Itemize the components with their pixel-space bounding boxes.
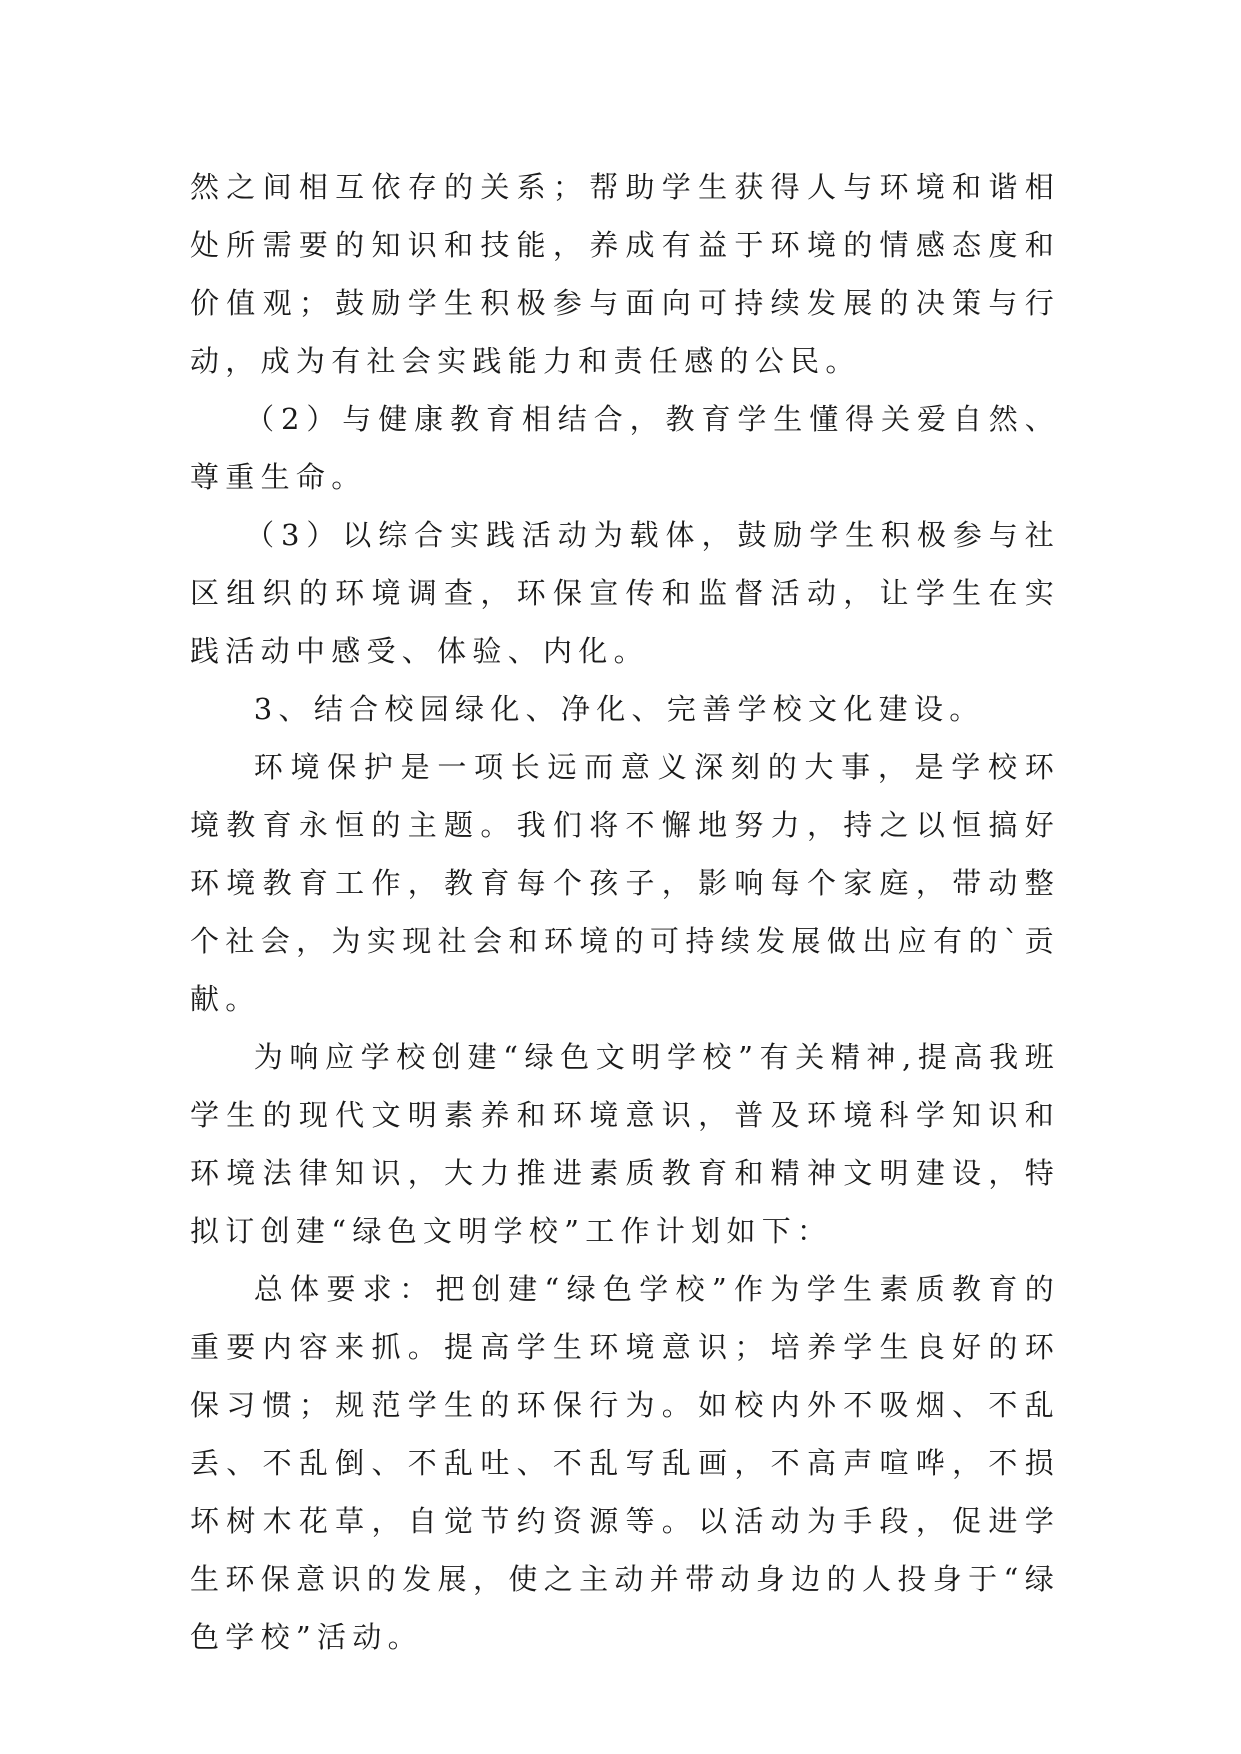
paragraph-continuation: 然之间相互依存的关系；帮助学生获得人与环境和谐相处所需要的知识和技能，养成有益于环境的情感态度和价值观；鼓励学生积极参与面向可持续发展的决策与行动，成为有社会实践能力和责任感的公民。 [190, 170, 1060, 378]
paragraph-requirements: 总体要求：把创建“绿色学校”作为学生素质教育的重要内容来抓。提高学生环境意识；培养学生良好的环保习惯；规范学生的环保行为。如校内外不吸烟、不乱丢、不乱倒、不乱吐、不乱写乱画，不高声喧哗，不损坏树木花草，自觉节约资源等。以活动为手段，促进学生环保意识的发展，使之主动并带动身边的人投身于“绿色学校”活动。 [190, 1272, 1060, 1654]
paragraph-plan-intro: 为响应学校创建“绿色文明学校”有关精神,提高我班学生的现代文明素养和环境意识，普及环境科学知识和环境法律知识，大力推进素质教育和精神文明建设，特拟订创建“绿色文明学校”工作计划如下： [190, 1040, 1060, 1248]
paragraph-item-2: （2）与健康教育相结合，教育学生懂得关爱自然、尊重生命。 [190, 402, 1060, 494]
section-heading-3: 3、结合校园绿化、净化、完善学校文化建设。 [253, 692, 985, 726]
paragraph-environment: 环境保护是一项长远而意义深刻的大事，是学校环境教育永恒的主题。我们将不懈地努力，持之以恒搞好环境教育工作，教育每个孩子，影响每个家庭，带动整个社会，为实现社会和环境的可持续发展做出应有的`贡献。 [190, 750, 1060, 1016]
paragraph-item-3: （3）以综合实践活动为载体，鼓励学生积极参与社区组织的环境调查，环保宣传和监督活动，让学生在实践活动中感受、体验、内化。 [190, 518, 1060, 668]
document-body [190, 158, 1060, 1666]
